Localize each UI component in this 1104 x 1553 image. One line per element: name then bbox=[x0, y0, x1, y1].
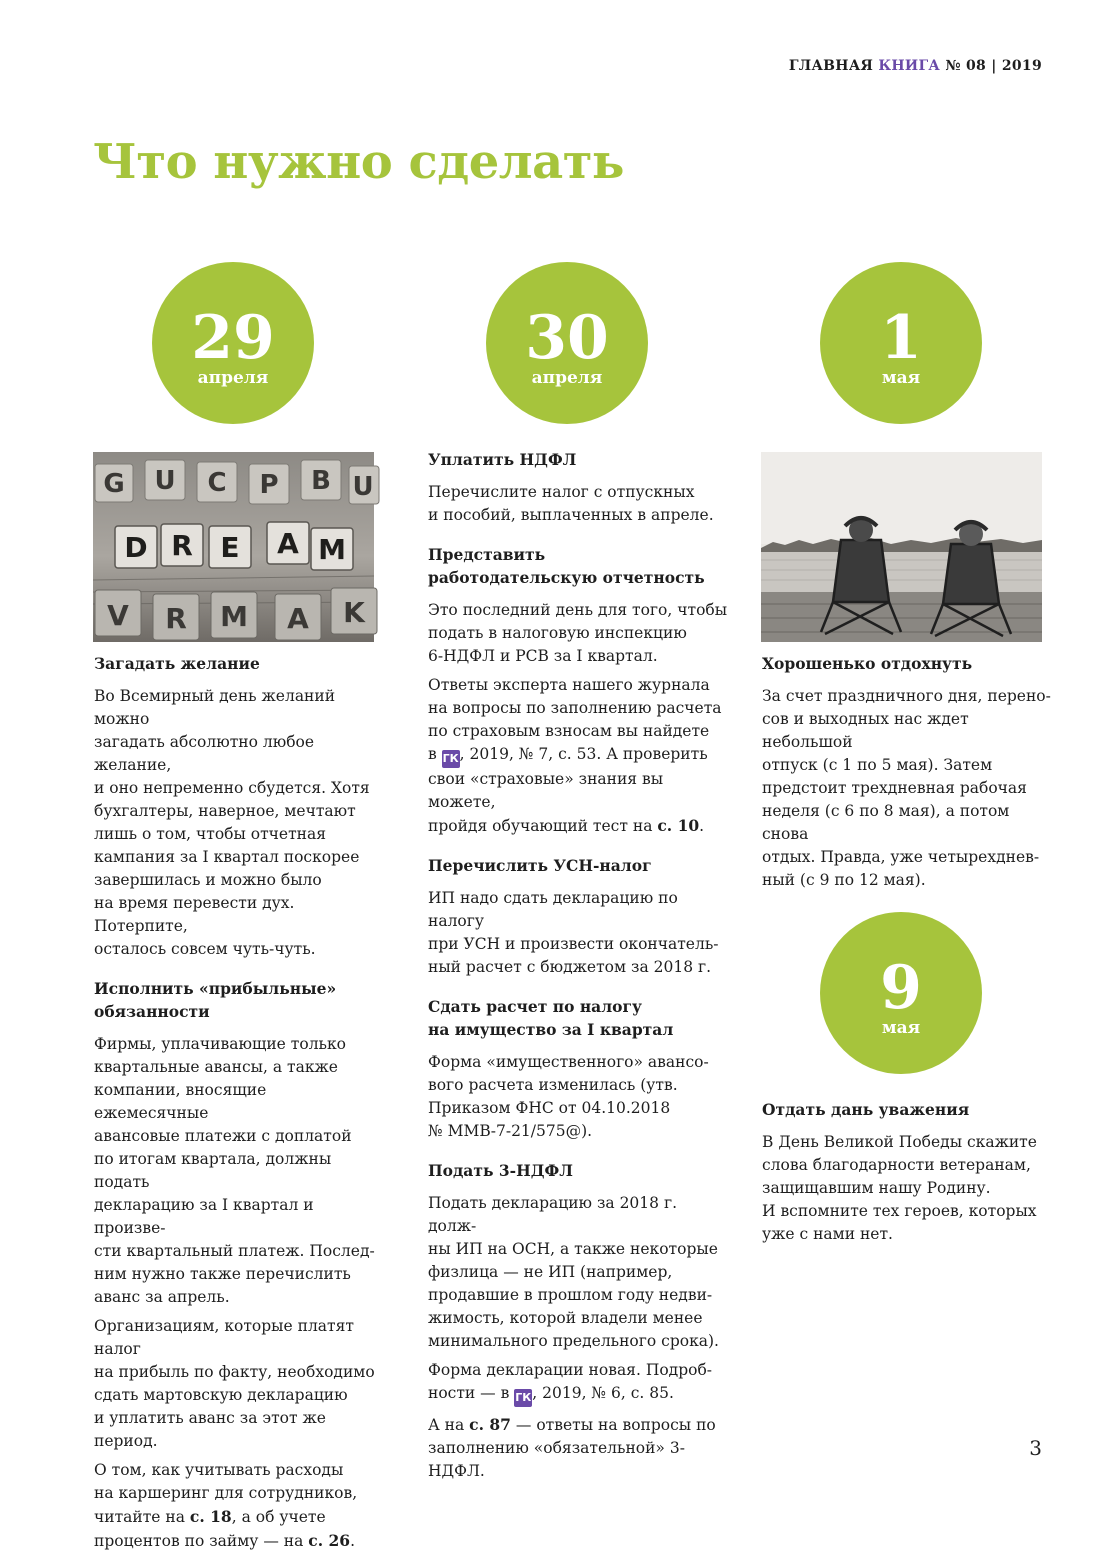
page-title: Что нужно сделать bbox=[93, 134, 625, 190]
item-heading: Подать 3-НДФЛ bbox=[428, 1161, 573, 1180]
svg-text:M: M bbox=[318, 533, 346, 566]
item-text: Организациям, которые платят налог на прибыль по факту, необходимо сдать мартовскую декларацию и уплатить аванс за этот же период. bbox=[94, 1317, 375, 1450]
date-month: мая bbox=[881, 1018, 921, 1038]
issue-number: № 08 | 2019 bbox=[945, 58, 1042, 74]
date-circle-30-april bbox=[486, 262, 648, 424]
item-text: За счет праздничного дня, перено- сов и выходных нас ждет небольшой отпуск (с 1 по 5 мая). Затем предстоит трехдневная рабочая неделя (с 6 по 8 мая), а потом снова отдых. Правда, уже четырехднев- ный (с 9 по 12 мая). bbox=[762, 687, 1051, 889]
lake-relax-photo bbox=[761, 452, 1042, 642]
svg-text:M: M bbox=[220, 600, 248, 633]
date-month: апреля bbox=[197, 368, 269, 388]
svg-text:D: D bbox=[124, 531, 148, 564]
page-reference: с. 10 bbox=[657, 816, 700, 835]
running-header bbox=[789, 58, 1042, 74]
column-9-may bbox=[762, 1098, 1052, 1246]
svg-text:G: G bbox=[103, 469, 125, 499]
dream-cubes-photo bbox=[93, 452, 374, 642]
date-month: мая bbox=[881, 368, 921, 388]
item-heading: Перечислить УСН-налог bbox=[428, 856, 652, 875]
svg-text:R: R bbox=[165, 602, 187, 635]
item-heading: Представить работодательскую отчетность bbox=[428, 545, 705, 587]
item-text: Перечислите налог с отпускных и пособий, выплаченных в апреле. bbox=[428, 483, 714, 524]
svg-text:E: E bbox=[220, 531, 240, 564]
date-number: 30 bbox=[525, 303, 609, 373]
date-circle-1-may bbox=[820, 262, 982, 424]
svg-text:A: A bbox=[277, 527, 299, 560]
magazine-name-part1: ГЛАВНАЯ bbox=[788, 58, 874, 74]
item-text: Это последний день для того, чтобы подать в налоговую инспекцию 6-НДФЛ и РСВ за I квартал. bbox=[428, 601, 728, 665]
item-text: Ответы эксперта нашего журнала на вопросы по заполнению расчета по страховым взносам вы найдете в ГК, 2019, № 7, с. 53. А проверить свои «страховые» знания вы можете, пройдя обучающий тест на с. 10. bbox=[428, 676, 722, 835]
svg-text:K: K bbox=[343, 596, 365, 629]
date-month: апреля bbox=[531, 368, 603, 388]
item-text: ИП надо сдать декларацию по налогу при УСН и произвести окончатель- ный расчет с бюджетом за 2018 г. bbox=[428, 889, 719, 976]
magazine-logo-icon: ГК bbox=[442, 750, 460, 768]
page-reference: с. 18 bbox=[189, 1507, 232, 1526]
item-text: Форма «имущественного» авансо- вого расчета изменилась (утв. Приказом ФНС от 04.10.2018 № ММВ-7-21/575@). bbox=[428, 1053, 709, 1140]
item-text: Во Всемирный день желаний можно загадать абсолютно любое желание, и оно непременно сбудется. Хотя бухгалтеры, наверное, мечтают лишь о том, чтобы отчетная кампания за I квартал поскорее завершилась и можно было на время перевести дух. Потерпите, осталось совсем чуть-чуть. bbox=[94, 687, 370, 958]
item-heading: Хорошенько отдохнуть bbox=[762, 654, 973, 673]
item-heading: Отдать дань уважения bbox=[762, 1100, 970, 1119]
magazine-name-part2: КНИГА bbox=[878, 58, 941, 74]
item-text: Подать декларацию за 2018 г. долж- ны ИП на ОСН, а также некоторые физлица — не ИП (например, продавшие в прошлом году недви- жимость, которой владели менее минимального предельного срока). bbox=[428, 1194, 719, 1350]
item-text: Фирмы, уплачивающие только квартальные авансы, а также компании, вносящие ежемесячные авансовые платежи с доплатой по итогам квартала, должны подать декларацию за I квартал и произве- сти квартальный платеж. Послед- ним нужно также перечислить аванс за апрель. bbox=[94, 1035, 375, 1306]
svg-text:R: R bbox=[171, 529, 193, 562]
column-1-may bbox=[762, 652, 1052, 892]
column-29-april bbox=[94, 652, 384, 1553]
item-text: О том, как учитывать расходы на каршеринг для сотрудников, читайте на с. 18, а об учете процентов по займу — на с. 26. bbox=[94, 1461, 358, 1550]
date-circle-9-may bbox=[820, 912, 982, 1074]
page-number: 3 bbox=[1029, 1436, 1042, 1460]
column-30-april bbox=[428, 448, 728, 1483]
svg-text:U: U bbox=[352, 472, 374, 502]
item-heading: Загадать желание bbox=[94, 654, 260, 673]
item-text: Форма декларации новая. Подроб- ности — в ГК, 2019, № 6, с. 85. bbox=[428, 1359, 728, 1407]
svg-text:V: V bbox=[107, 599, 129, 632]
date-number: 9 bbox=[880, 953, 922, 1023]
svg-text:A: A bbox=[287, 602, 309, 635]
date-number: 1 bbox=[880, 303, 922, 373]
date-circle-29-april bbox=[152, 262, 314, 424]
svg-text:B: B bbox=[311, 466, 331, 496]
svg-text:U: U bbox=[154, 466, 176, 496]
page-reference: с. 87 bbox=[469, 1415, 511, 1434]
item-heading: Уплатить НДФЛ bbox=[428, 450, 577, 469]
magazine-logo-icon: ГК bbox=[514, 1389, 532, 1407]
item-text: А на с. 87 — ответы на вопросы по заполнению «обязательной» 3-НДФЛ. bbox=[428, 1415, 716, 1480]
item-heading: Исполнить «прибыльные» обязанности bbox=[94, 979, 337, 1021]
svg-text:C: C bbox=[207, 468, 227, 498]
date-number: 29 bbox=[191, 303, 275, 373]
svg-text:P: P bbox=[259, 470, 279, 500]
item-text: В День Великой Победы скажите слова благодарности ветеранам, защищавшим нашу Родину. И вспомните тех героев, которых уже с нами нет. bbox=[762, 1133, 1037, 1243]
page-reference: с. 26 bbox=[308, 1531, 351, 1550]
item-heading: Сдать расчет по налогу на имущество за I квартал bbox=[428, 997, 674, 1039]
